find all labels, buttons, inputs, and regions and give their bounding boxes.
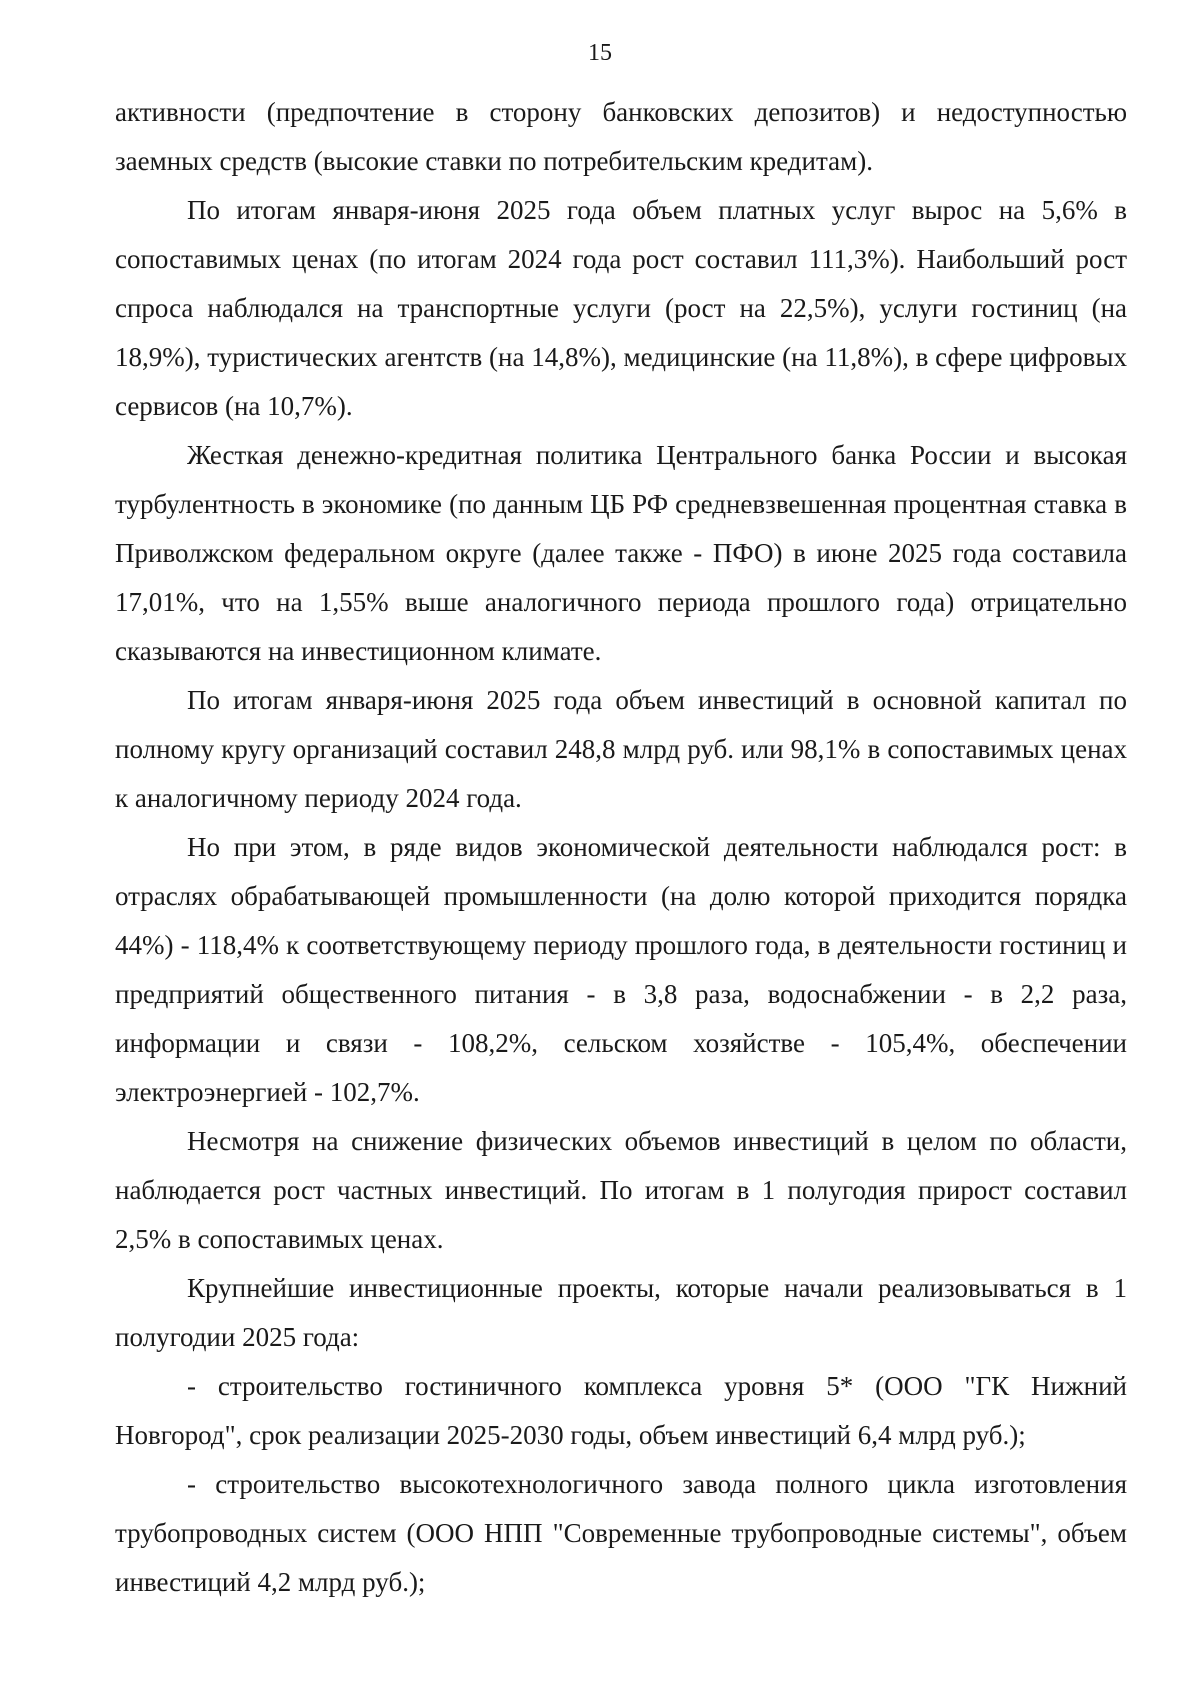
paragraph-largest-projects-intro: Крупнейшие инвестиционные проекты, которые начали реализовываться в 1 полугодии 2025 года: xyxy=(115,1273,1127,1352)
body-text xyxy=(115,88,1127,1607)
list-item-hotel-complex: - строительство гостиничного комплекса уровня 5* (ООО "ГК Нижний Новгород", срок реализации 2025-2030 годы, объем инвестиций 6,4 млрд руб.); xyxy=(115,1371,1127,1450)
paragraph-sector-growth: Но при этом, в ряде видов экономической деятельности наблюдался рост: в отраслях обрабатывающей промышленности (на долю которой приходится порядка 44%) - 118,4% к соответствующему периоду прошлого года, в деятельности гостиниц и предприятий общественного питания - в 3,8 раза, водоснабжении - в 2,2 раза, информации и связи - 108,2%, сельском хозяйстве - 105,4%, обеспечении электроэнергией - 102,7%. xyxy=(115,832,1127,1107)
paragraph-continuation: активности (предпочтение в сторону банковских депозитов) и недоступностью заемных средств (высокие ставки по потребительским кредитам). xyxy=(115,97,1127,176)
paragraph-private-investment: Несмотря на снижение физических объемов инвестиций в целом по области, наблюдается рост частных инвестиций. По итогам в 1 полугодия прирост составил 2,5% в сопоставимых ценах. xyxy=(115,1126,1127,1254)
paragraph-paid-services: По итогам января-июня 2025 года объем платных услуг вырос на 5,6% в сопоставимых ценах (по итогам 2024 года рост составил 111,3%). Наибольший рост спроса наблюдался на транспортные услуги (рост на 22,5%), услуги гостиниц (на 18,9%), туристических агентств (на 14,8%), медицинские (на 11,8%), в сфере цифровых сервисов (на 10,7%). xyxy=(115,195,1127,421)
list-item-pipeline-plant: - строительство высокотехнологичного завода полного цикла изготовления трубопроводных систем (ООО НПП "Современные трубопроводные системы", объем инвестиций 4,2 млрд руб.); xyxy=(115,1469,1127,1597)
paragraph-fixed-capital-investment: По итогам января-июня 2025 года объем инвестиций в основной капитал по полному кругу организаций составил 248,8 млрд руб. или 98,1% в сопоставимых ценах к аналогичному периоду 2024 года. xyxy=(115,685,1127,813)
paragraph-monetary-policy: Жесткая денежно-кредитная политика Центрального банка России и высокая турбулентность в экономике (по данным ЦБ РФ средневзвешенная процентная ставка в Приволжском федеральном округе (далее также - ПФО) в июне 2025 года составила 17,01%, что на 1,55% выше аналогичного периода прошлого года) отрицательно сказываются на инвестиционном климате. xyxy=(115,440,1127,666)
page-number: 15 xyxy=(588,40,612,66)
